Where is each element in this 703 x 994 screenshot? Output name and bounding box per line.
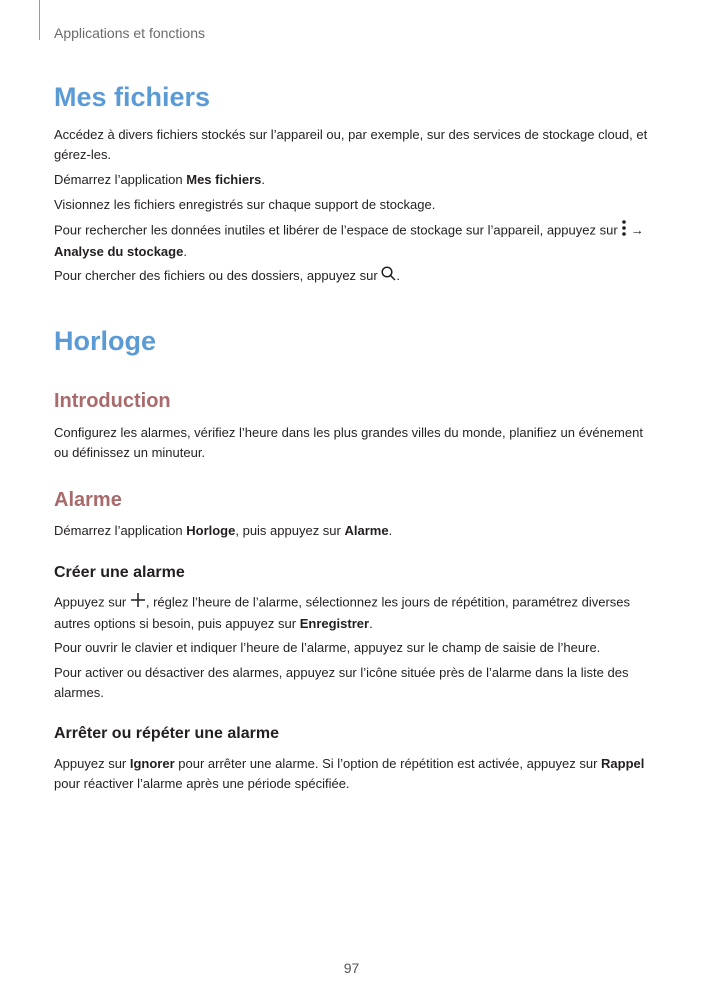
text: , puis appuyez sur <box>235 523 345 538</box>
text: Appuyez sur <box>54 594 130 610</box>
text: pour réactiver l’alarme après une période spécifiée. <box>54 776 350 791</box>
paragraph-intro-fichiers: Accédez à divers fichiers stockés sur l’appareil ou, par exemple, sur des services de stockage cloud, et gérez-les. <box>54 127 648 162</box>
text: . <box>369 616 373 631</box>
paragraph-stop-alarm <box>54 754 654 794</box>
paragraph-keyboard-time: Pour ouvrir le clavier et indiquer l’heure de l’alarme, appuyez sur le champ de saisie de l’heure. <box>54 640 601 655</box>
text: , réglez l’heure de l’alarme, sélectionnez les jours de répétition, paramétrez diverses autres options si besoin, puis appuyez sur <box>54 594 631 631</box>
heading-arreter-alarme: Arrêter ou répéter une alarme <box>54 725 279 742</box>
tab-alarme: Alarme <box>344 523 389 538</box>
search-icon <box>381 266 396 287</box>
menu-analyse-du-stockage: Analyse du stockage <box>54 244 184 259</box>
page-number: 97 <box>343 960 360 976</box>
running-header: Applications et fonctions <box>54 25 205 41</box>
text: Démarrez l’application <box>54 523 187 538</box>
button-label-ignorer: Ignorer <box>129 756 175 771</box>
app-name-mes-fichiers: Mes fichiers <box>186 172 262 187</box>
app-name-horloge: Horloge <box>186 523 236 538</box>
paragraph-storage-analysis <box>54 220 654 262</box>
text: Pour chercher des fichiers ou des dossiers, appuyez sur <box>54 268 382 283</box>
paragraph-create-alarm <box>54 592 654 634</box>
section-title-horloge: Horloge <box>54 326 157 356</box>
paragraph-search-files <box>54 266 654 287</box>
text: . <box>388 523 393 538</box>
text: . <box>261 172 266 187</box>
paragraph-intro-horloge: Configurez les alarmes, vérifiez l’heure dans les plus grandes villes du monde, planifiez un événement ou définissez un minuteur. <box>54 425 643 460</box>
text: Pour rechercher les données inutiles et libérer de l’espace de stockage sur l’appareil, appuyez sur <box>54 222 622 238</box>
text: . <box>396 268 400 283</box>
subsection-title-alarme: Alarme <box>54 489 122 511</box>
add-icon <box>130 592 146 614</box>
button-label-enregistrer: Enregistrer <box>299 616 370 631</box>
section-title-mes-fichiers: Mes fichiers <box>54 82 211 112</box>
heading-creer-alarme: Créer une alarme <box>54 564 185 581</box>
subsection-title-introduction: Introduction <box>54 390 171 412</box>
button-label-rappel: Rappel <box>601 756 645 771</box>
text: Démarrez l’application <box>54 172 187 187</box>
paragraph-view-files: Visionnez les fichiers enregistrés sur chaque support de stockage. <box>54 197 436 212</box>
text: Appuyez sur <box>54 756 130 771</box>
header-divider <box>39 0 40 40</box>
paragraph-toggle-alarms: Pour activer ou désactiver des alarmes, appuyez sur l’icône située près de l’alarme dans la liste des alarmes. <box>54 665 629 700</box>
paragraph-start-horloge <box>54 521 654 541</box>
arrow: → <box>627 222 644 238</box>
paragraph-start-app <box>54 170 654 190</box>
text: pour arrêter une alarme. Si l’option de répétition est activée, appuyez sur <box>174 756 602 771</box>
text: . <box>183 244 187 259</box>
